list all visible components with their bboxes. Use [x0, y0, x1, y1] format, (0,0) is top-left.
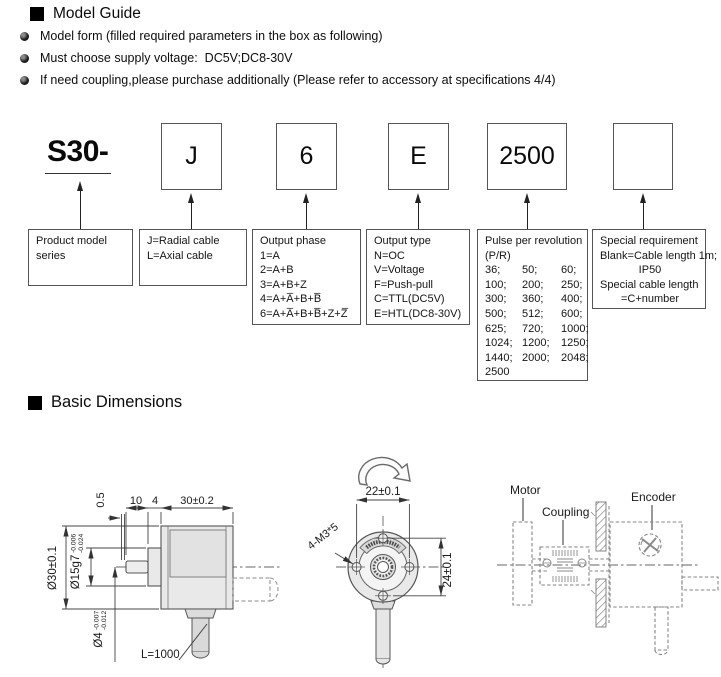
mounting-boss [148, 548, 161, 586]
desc-line: =C+number [620, 293, 680, 306]
section-marker-icon [28, 396, 42, 410]
desc-title: Pulse per revolution [485, 235, 583, 247]
desc-subtitle: (P/R) [485, 249, 511, 262]
up-arrow [80, 191, 81, 229]
pulse-value: 36; [485, 264, 501, 277]
dim-shaft-length: 10 [129, 495, 143, 507]
boss-tolerance-lower: -0.024 [78, 533, 85, 553]
svg-text:0.5: 0.5 [95, 492, 107, 508]
up-arrow [527, 203, 528, 229]
pulse-value: 400; [561, 293, 583, 306]
optional-rear-shaft [233, 578, 278, 601]
coupling-label: Coupling [542, 505, 590, 519]
up-arrow [418, 203, 419, 229]
desc-line: 6=A+A̅+B+B̅+Z+Z̅ [260, 307, 348, 320]
desc-line: J=Radial cable [147, 235, 220, 247]
dim-shaft-diameter [93, 611, 108, 648]
pulse-value: 2048; [561, 351, 589, 364]
svg-text:Ø15g7: Ø15g7 [70, 554, 82, 590]
up-arrow [306, 203, 307, 229]
shaft [126, 561, 148, 573]
bullet-item [20, 51, 292, 66]
desc-line: Special cable length [600, 278, 699, 291]
model-guide-title: Model Guide [53, 5, 141, 22]
desc-line: F=Push-pull [374, 278, 434, 291]
desc-line: Product model [36, 235, 107, 247]
desc-box-output-type [366, 229, 470, 325]
pulse-value: 600; [561, 307, 583, 320]
basic-dimensions-header [28, 393, 182, 412]
dim-hole-spacing-v [442, 552, 454, 587]
desc-line: Blank=Cable length 1m; [600, 249, 718, 262]
motor-outline [513, 522, 547, 605]
bullet-text: Model form (filled required parameters in the box as following) [40, 29, 383, 43]
pulse-value: 1200; [522, 337, 550, 350]
dim-body-diameter [47, 546, 59, 590]
encoder-outline [610, 522, 718, 655]
coupling-spring-marks [553, 550, 577, 582]
encoder-label: Encoder [631, 490, 676, 504]
svg-text:Ø4: Ø4 [93, 632, 105, 648]
dim-boss-diameter [70, 534, 85, 590]
desc-title: Output phase [260, 235, 327, 247]
desc-line: series [36, 249, 66, 262]
desc-box-cable [139, 229, 247, 286]
desc-line: L=Axial cable [147, 249, 213, 262]
model-prefix: S30- [45, 135, 111, 174]
desc-line: 2=A+B [260, 264, 294, 277]
up-arrow [643, 203, 644, 229]
svg-text:Ø30±0.1: Ø30±0.1 [47, 545, 59, 591]
side-view-drawing [16, 452, 301, 677]
pulse-value: 1024; [485, 337, 513, 350]
bullet-icon [20, 76, 29, 85]
desc-line: IP50 [638, 264, 662, 277]
shaft-tolerance-lower: -0.012 [101, 610, 108, 630]
model-code-box-cable: J [161, 123, 222, 190]
pulse-value: 1440; [485, 351, 513, 364]
pulse-value: 500; [485, 307, 507, 320]
front-view-drawing [298, 452, 498, 677]
pulse-value: 300; [485, 293, 507, 306]
mounting-diagram [495, 450, 721, 677]
dim-gap [95, 492, 107, 507]
model-code-box-phase: 6 [276, 123, 337, 190]
screw-head-icon [641, 538, 659, 552]
desc-box-pulse [477, 229, 588, 381]
pulse-value: 360; [522, 293, 544, 306]
bullet-icon [20, 54, 29, 63]
pulse-value: 60; [561, 264, 577, 277]
shaft-tolerance-upper: -0.007 [93, 610, 101, 630]
shaft-bottom [371, 601, 395, 664]
pulse-value: 2500 [485, 366, 510, 379]
section-marker-icon [30, 7, 44, 21]
dim-boss-length: 4 [151, 495, 159, 507]
up-arrow [191, 203, 192, 229]
motor-label: Motor [510, 483, 541, 497]
bullet-text: If need coupling,please purchase additionally (Please refer to accessory at specifications 4/4) [40, 73, 556, 87]
rotation-arrow-icon [359, 457, 410, 485]
encoder-body [161, 526, 233, 609]
boss-tolerance-upper: -0.006 [70, 533, 78, 553]
cable-length-label: L=1000 [141, 649, 180, 661]
model-code-box-special [613, 123, 673, 190]
mounting-screw-label [305, 521, 340, 552]
dim-body-length: 30±0.2 [180, 495, 214, 507]
bullet-item [20, 29, 383, 44]
pulse-values [485, 263, 589, 380]
svg-text:24±0.1: 24±0.1 [442, 552, 454, 588]
desc-box-product [28, 229, 133, 286]
model-guide-header [30, 5, 141, 23]
pulse-value: 50; [522, 264, 538, 277]
desc-line: 4=A+A̅+B+B̅ [260, 293, 322, 306]
desc-line: V=Voltage [374, 264, 425, 277]
svg-text:4-M3*5: 4-M3*5 [305, 521, 341, 553]
desc-line: E=HTL(DC8-30V) [374, 307, 462, 320]
dim-hole-spacing-h: 22±0.1 [365, 486, 401, 498]
pulse-value: 2000; [522, 351, 550, 364]
desc-options [374, 249, 464, 322]
pulse-value: 250; [561, 278, 583, 291]
bullet-text: Must choose supply voltage: DC5V;DC8-30V [40, 51, 293, 65]
model-code-box-pulse: 2500 [487, 123, 567, 190]
pulse-value: 1250; [561, 337, 589, 350]
desc-line: 3=A+B+Z [260, 278, 307, 291]
desc-line: C=TTL(DC5V) [374, 293, 445, 306]
desc-title: Output type [374, 235, 431, 247]
mounting-bracket [591, 502, 609, 627]
pulse-value: 512; [522, 307, 544, 320]
pulse-value: 1000; [561, 322, 589, 335]
desc-line: Special requirement [600, 235, 698, 247]
desc-options [260, 249, 355, 322]
pulse-value: 625; [485, 322, 507, 335]
pulse-value: 100; [485, 278, 507, 291]
model-code-box-type: E [388, 123, 449, 190]
pulse-value: 200; [522, 278, 544, 291]
basic-dimensions-title: Basic Dimensions [51, 393, 183, 411]
bullet-item [20, 73, 556, 88]
pulse-value: 720; [522, 322, 544, 335]
desc-line: N=OC [374, 249, 405, 262]
desc-box-special [592, 229, 718, 309]
desc-box-output-phase [252, 229, 361, 325]
cable [185, 609, 216, 658]
bullet-icon [20, 32, 29, 41]
desc-line: 1=A [260, 249, 280, 262]
